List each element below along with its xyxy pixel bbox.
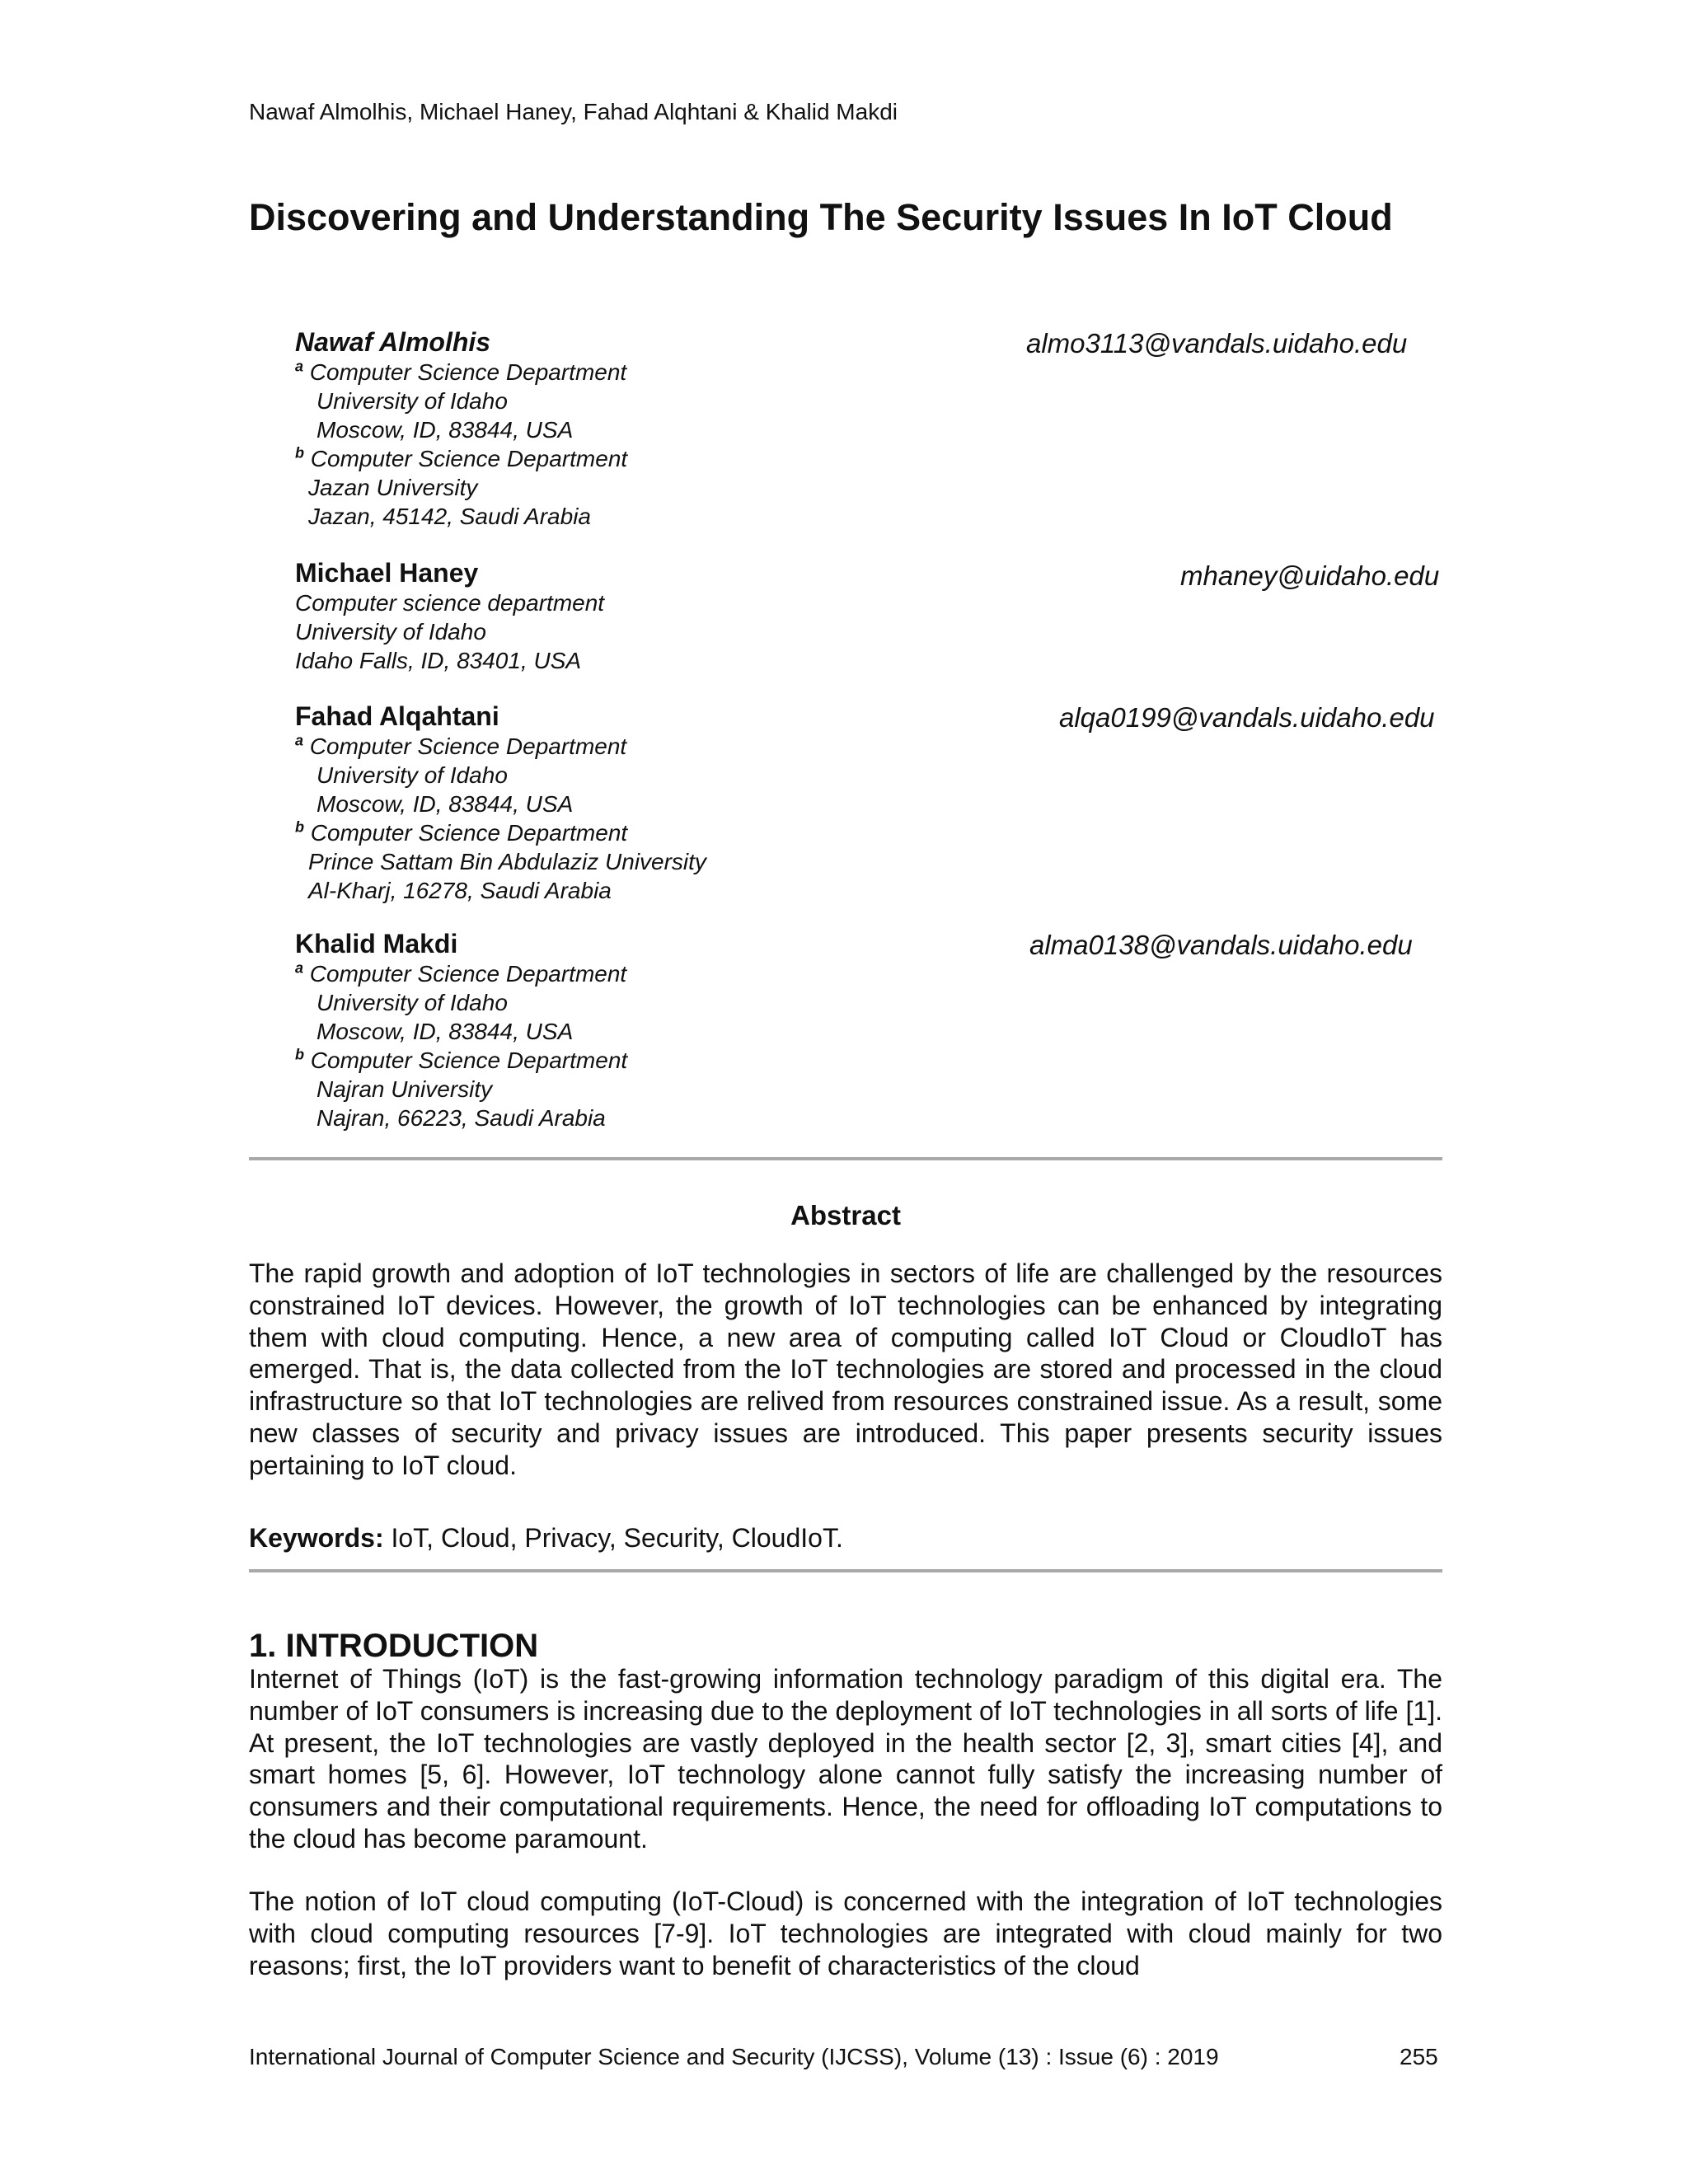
affiliation-line: Moscow, ID, 83844, USA: [316, 417, 574, 443]
affiliation-marker: b: [295, 1046, 304, 1063]
affiliation-line: Computer science department: [295, 590, 605, 616]
author-email[interactable]: mhaney@uidaho.edu: [1180, 560, 1440, 591]
affiliation-line: Najran, 66223, Saudi Arabia: [316, 1105, 606, 1131]
author-block-4: [295, 928, 627, 1132]
author-block-3: [295, 701, 706, 905]
affiliation-line: Moscow, ID, 83844, USA: [316, 791, 574, 817]
keywords: [249, 1523, 843, 1554]
divider: [249, 1569, 1442, 1572]
affiliation-line: Prince Sattam Bin Abdulaziz University: [308, 849, 706, 874]
keywords-label: Keywords:: [249, 1523, 384, 1553]
affiliation-marker: a: [295, 959, 304, 977]
keywords-text: IoT, Cloud, Privacy, Security, CloudIoT.: [391, 1523, 843, 1553]
affiliation-line: Moscow, ID, 83844, USA: [316, 1019, 574, 1044]
author-block-1: [295, 326, 627, 531]
paper-title: Discovering and Understanding The Security Issues In IoT Cloud: [249, 196, 1393, 238]
footer-journal: International Journal of Computer Science and Security (IJCSS), Volume (13) : Issue (6) : 2019: [249, 2044, 1219, 2069]
affiliation-line: $^b$ Computer Science Department: [295, 444, 628, 471]
intro-paragraph-2: The notion of IoT cloud computing (IoT-Cloud) is concerned with the integration of IoT technologies with cloud computing resources [7-9]. IoT technologies are integrated with cloud mainly for two reasons; first, the IoT providers want to benefit of characteristics of the cloud: [249, 1886, 1442, 1980]
affiliation-line: University of Idaho: [316, 990, 508, 1015]
affiliation-marker: a: [295, 358, 304, 375]
intro-paragraph-1: Internet of Things (IoT) is the fast-growing information technology paradigm of this digital era. The number of IoT consumers is increasing due to the deployment of IoT technologies in all sorts of life [1]. At present, the IoT technologies are vastly deployed in the health sector [2, 3], smart cities [4], and smart homes [5, 6]. However, IoT technology alone cannot fully satisfy the increasing number of consumers and their computational requirements. Hence, the need for offloading IoT computations to the cloud has become paramount.: [249, 1664, 1442, 1854]
author-name: Michael Haney: [295, 558, 479, 588]
affiliation-line: University of Idaho: [295, 619, 486, 644]
author-block-2: [295, 557, 604, 675]
affiliation-line: $^b$ Computer Science Department: [295, 1046, 628, 1073]
affiliation-line: University of Idaho: [316, 762, 508, 788]
affiliation-line: Jazan, 45142, Saudi Arabia: [308, 504, 591, 529]
affiliation-line: $^b$ Computer Science Department: [295, 818, 628, 846]
affiliation-line: Idaho Falls, ID, 83401, USA: [295, 648, 582, 673]
section-heading: 1. INTRODUCTION: [249, 1628, 539, 1664]
affiliation-marker: a: [295, 732, 304, 749]
abstract-text: The rapid growth and adoption of IoT technologies in sectors of life are challenged by the resources constrained IoT devices. However, the growth of IoT technologies can be enhanced by integrating them with cloud computing. Hence, a new area of computing called IoT Cloud or CloudIoT has emerged. That is, the data collected from the IoT technologies are stored and processed in the cloud infrastructure so that IoT technologies are relived from resources constrained issue. As a result, some new classes of security and privacy issues are introduced. This paper presents security issues pertaining to IoT cloud.: [249, 1258, 1442, 1480]
author-name: Nawaf Almolhis: [295, 327, 491, 357]
author-name: Fahad Alqahtani: [295, 701, 499, 731]
affiliation-line: Najran University: [316, 1076, 493, 1102]
running-head: Nawaf Almolhis, Michael Haney, Fahad Alqhtani & Khalid Makdi: [249, 99, 898, 124]
author-email[interactable]: alma0138@vandals.uidaho.edu: [1029, 930, 1413, 960]
affiliation-line: $^a$ Computer Science Department: [295, 732, 627, 759]
author-name: Khalid Makdi: [295, 929, 458, 958]
affiliation-line: Al-Kharj, 16278, Saudi Arabia: [308, 878, 612, 903]
affiliation-line: $^a$ Computer Science Department: [295, 959, 627, 987]
affiliation-marker: b: [295, 818, 304, 836]
affiliation-line: $^a$ Computer Science Department: [295, 358, 627, 385]
affiliation-line: University of Idaho: [316, 388, 508, 414]
abstract-heading: Abstract: [790, 1200, 901, 1230]
author-email[interactable]: alqa0199@vandals.uidaho.edu: [1059, 702, 1435, 733]
affiliation-line: Jazan University: [308, 475, 478, 500]
divider: [249, 1157, 1442, 1160]
author-email[interactable]: almo3113@vandals.uidaho.edu: [1026, 328, 1408, 359]
page-number: 255: [1400, 2044, 1438, 2069]
affiliation-marker: b: [295, 444, 304, 462]
